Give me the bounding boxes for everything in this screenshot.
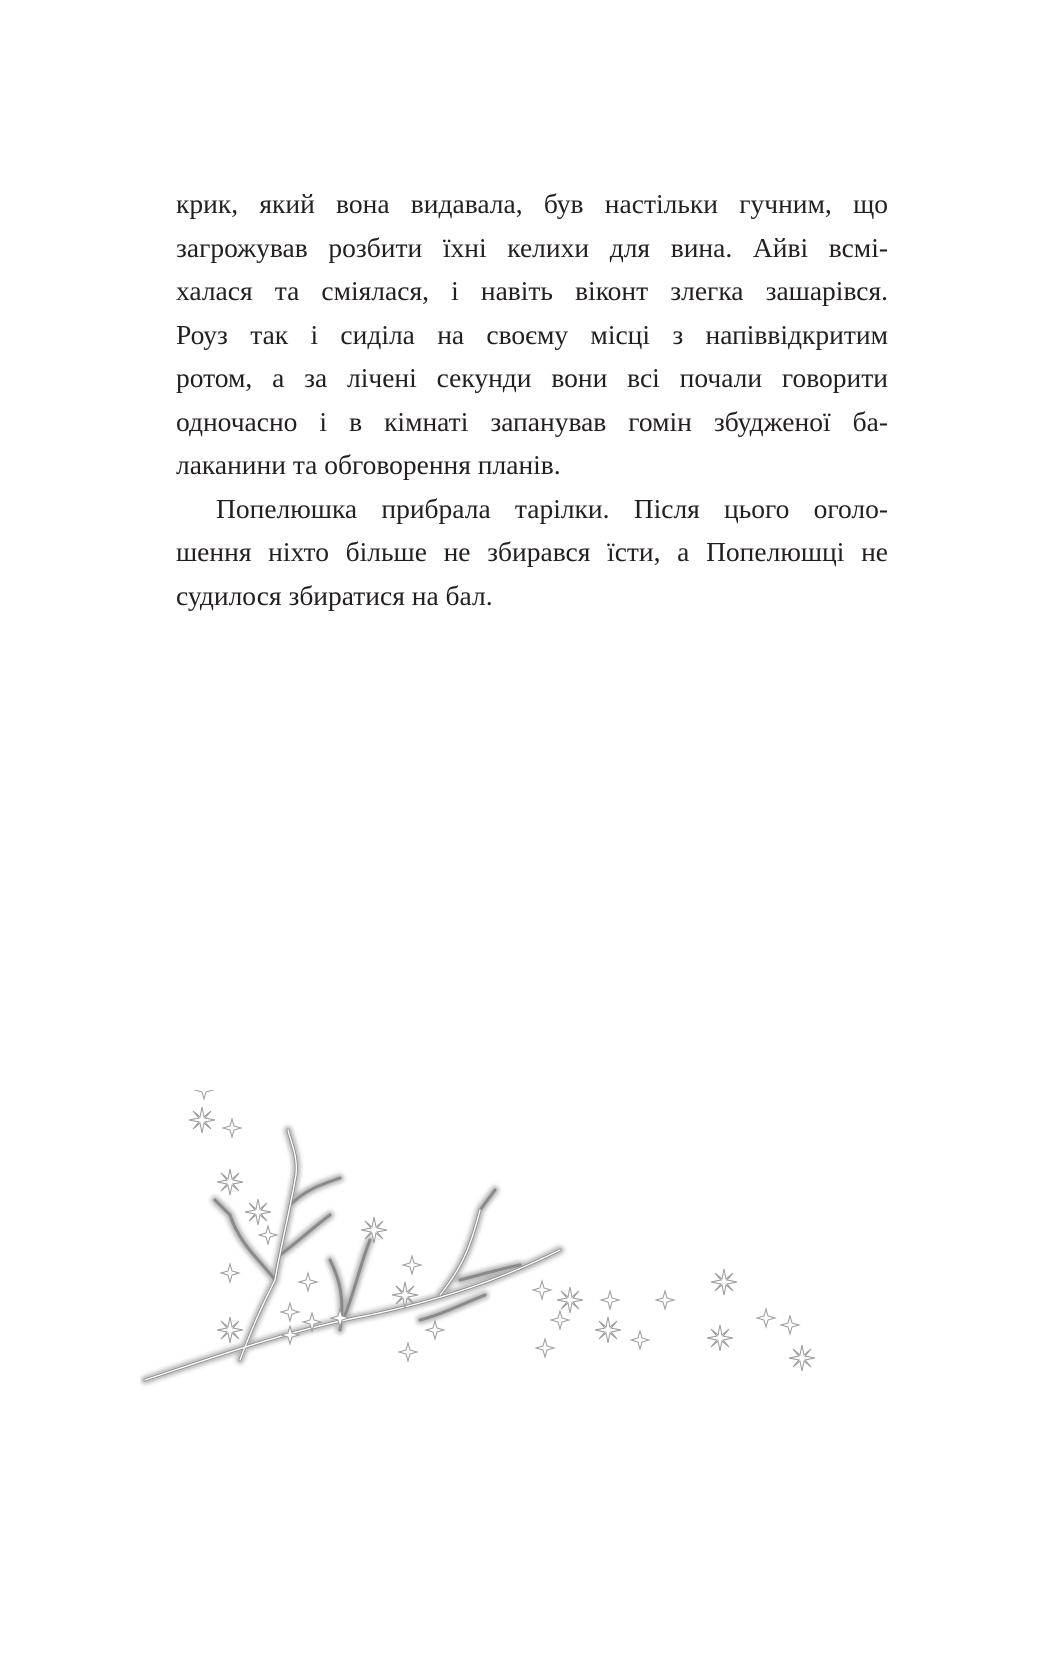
branch-icon <box>145 1130 560 1380</box>
text-line: судилося збиратися на бал. <box>176 579 493 611</box>
text-line: лаканини та обговорення планів. <box>176 449 561 480</box>
text-line: Попелюшка прибрала тарілки. Після цього оголо- <box>216 492 888 524</box>
paragraph-2 <box>176 487 888 618</box>
text-line: шення ніхто більше не збирався їсти, а Попелюшці не <box>176 536 888 567</box>
text-line: халася та сміялася, і навіть віконт злегка зашарівся. <box>176 275 888 306</box>
paragraph-1 <box>176 182 888 487</box>
text-line: ротом, а за лічені секунди вони всі почали говорити <box>176 362 888 393</box>
text-line: Роуз так і сиділа на своєму місці з напіввідкритим <box>176 318 888 350</box>
text-line: крик, який вона видавала, був настільки гучним, що <box>176 188 888 219</box>
text-line: одночасно і в кімнаті запанував гомін збудженої ба- <box>176 405 888 437</box>
body-text <box>176 182 888 617</box>
branch-sparkles-illustration <box>140 1090 860 1410</box>
text-line: загрожував розбити їхні келихи для вина. Айві всмі- <box>176 231 888 263</box>
